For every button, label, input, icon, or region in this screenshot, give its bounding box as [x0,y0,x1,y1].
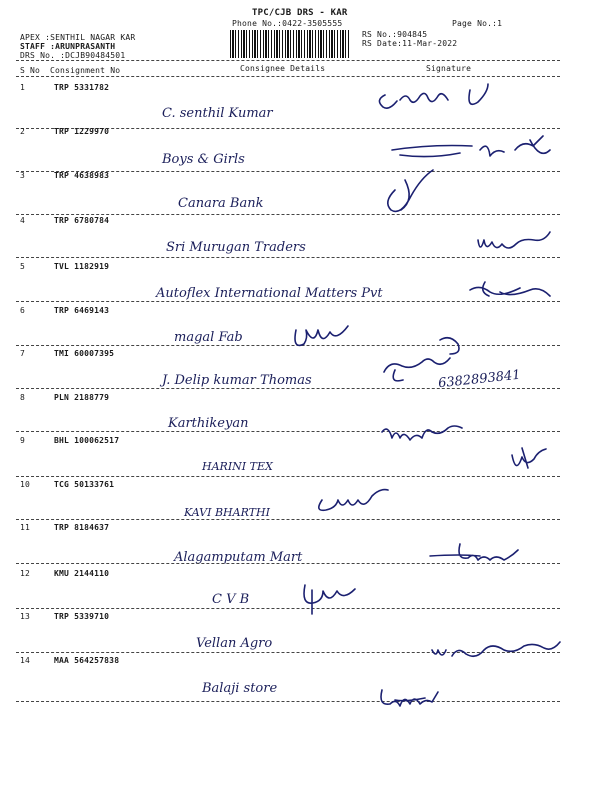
consignee-name: J. Delip kumar Thomas [162,373,312,388]
consignee-name: Vellan Agro [196,636,273,651]
signature-8 [382,426,462,440]
row-consignment: TRP 8184637 [54,523,110,532]
row-sno: 5 [20,262,26,271]
row-consignment: TRP 5331782 [54,83,110,92]
consignee-name: Alagamputam Mart [174,550,303,565]
row-consignment: TVL 1182919 [54,262,110,271]
consignee-name: Canara Bank [178,196,264,211]
signature-6 [295,326,348,345]
rs-date: RS Date:11-Mar-2022 [362,39,458,48]
col-consignment: Consignment No [50,66,121,75]
signature-4 [478,232,550,248]
col-consignee: Consignee Details [240,64,326,73]
consignee-name: magal Fab [174,330,243,345]
signature-12 [304,585,355,614]
staff-label: STAFF :ARUNPRASANTH [20,42,116,51]
consignee-name: KAVI BHARTHI [184,506,270,519]
row-consignment: TRP 5339710 [54,612,110,621]
consignee-name: Karthikeyan [168,416,249,431]
row-sno: 6 [20,306,26,315]
row-sno: 2 [20,127,26,136]
row-consignment: PLN 2188779 [54,393,110,402]
row-sno: 13 [20,612,31,621]
consignee-name: Sri Murugan Traders [166,240,306,255]
row-sno: 10 [20,480,31,489]
signature-1 [379,84,488,108]
row-sno: 7 [20,349,26,358]
handwritten-signature-text [452,646,531,659]
col-sno: S No [20,66,41,75]
consignee-name: C. senthil Kumar [162,106,273,121]
rs-number: RS No.:904845 [362,30,428,39]
row-sno: 4 [20,216,26,225]
consignee-name: Boys & Girls [162,152,245,167]
page-number: Page No.:1 [452,19,503,28]
signature-11 [430,544,518,560]
signature-14b [381,690,438,706]
signature-9 [512,448,546,468]
row-consignment: TRP 1229970 [54,127,110,136]
drs-number: DRS No. :DCJB90484501 [20,51,126,60]
row-consignment: TRP 6469143 [54,306,110,315]
consignee-name: HARINI TEX [202,460,273,473]
row-consignment: TMI 60007395 [54,349,115,358]
row-sno: 1 [20,83,26,92]
row-sno: 8 [20,393,26,402]
consignee-name: Balaji store [202,681,278,696]
row-consignment: BHL 100062517 [54,436,120,445]
row-sno: 12 [20,569,31,578]
signature-5 [470,282,550,296]
document-title: TPC/CJB DRS - KAR [252,8,348,18]
row-consignment: MAA 564257838 [54,656,120,665]
handwritten-phone: 6382893841 [437,367,522,392]
row-consignment: TRP 6780784 [54,216,110,225]
signature-3 [388,170,433,211]
row-sno: 3 [20,171,26,180]
apex-label: APEX :SENTHIL NAGAR KAR [20,33,136,42]
row-sno: 11 [20,523,31,532]
row-consignment: TCG 50133761 [54,480,115,489]
row-consignment: KMU 2144110 [54,569,110,578]
consignee-name: Autoflex International Matters Pvt [156,286,383,301]
consignee-name: C V B [212,592,250,607]
signature-10 [319,490,388,511]
row-sno: 9 [20,436,26,445]
phone-number: Phone No.:0422-3505555 [232,19,343,28]
row-consignment: TRP 4638983 [54,171,110,180]
signature-2 [392,136,550,157]
col-signature: Signature [426,64,472,73]
row-sno: 14 [20,656,31,665]
